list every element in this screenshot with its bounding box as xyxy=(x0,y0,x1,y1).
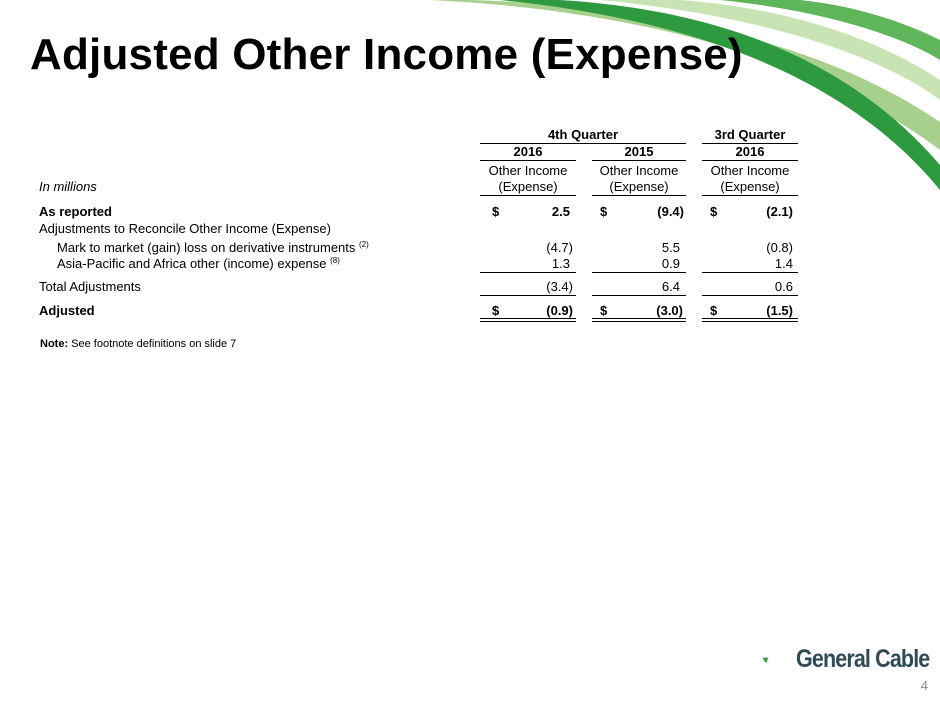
column-label-line2: (Expense) xyxy=(609,179,669,194)
value-cell: 0.6 xyxy=(774,279,793,294)
double-underline xyxy=(592,321,686,322)
value-cell: 6.4 xyxy=(661,279,680,294)
value-cell: 0.9 xyxy=(661,256,680,271)
note-text: See footnote definitions on slide 7 xyxy=(68,338,237,350)
total-underline xyxy=(702,295,798,296)
value-cell: 5.5 xyxy=(661,240,680,255)
column-label-underline xyxy=(702,195,798,196)
double-underline xyxy=(480,321,576,322)
row-label-text: Mark to market (gain) loss on derivative instruments xyxy=(57,240,356,255)
double-underline xyxy=(702,318,798,319)
total-underline xyxy=(592,295,686,296)
column-label-line2: (Expense) xyxy=(720,179,780,194)
currency-symbol: $ xyxy=(492,303,500,318)
value-cell: (0.9) xyxy=(546,303,573,318)
double-underline xyxy=(480,318,576,319)
column-label-line1: Other Income xyxy=(488,163,568,178)
column-label-underline xyxy=(480,195,576,196)
currency-symbol: $ xyxy=(600,303,608,318)
column-label-line1: Other Income xyxy=(710,163,790,178)
row-label-as-reported: As reported xyxy=(39,204,112,219)
currency-symbol: $ xyxy=(600,204,608,219)
column-label-underline xyxy=(592,195,686,196)
footnote-ref: (8) xyxy=(330,256,340,265)
header-3rd-quarter: 3rd Quarter xyxy=(714,127,786,142)
value-cell: (4.7) xyxy=(546,240,573,255)
year-underline xyxy=(480,160,576,161)
note-label: Note: xyxy=(40,338,69,350)
year-underline xyxy=(702,160,798,161)
footnote-ref: (2) xyxy=(359,240,369,249)
row-label-asia-pacific-africa xyxy=(57,256,340,272)
row-label-text: Asia-Pacific and Africa other (income) expense xyxy=(57,256,327,271)
header-4th-quarter: 4th Quarter xyxy=(547,127,619,142)
value-cell: (9.4) xyxy=(657,204,684,219)
page-title: Adjusted Other Income (Expense) xyxy=(30,30,743,79)
subtotal-underline xyxy=(592,272,686,273)
value-cell: (3.4) xyxy=(546,279,573,294)
value-cell: (0.8) xyxy=(766,240,793,255)
general-cable-logo-icon xyxy=(762,643,796,677)
adjustments-heading: Adjustments to Reconcile Other Income (Expense) xyxy=(39,221,331,236)
value-cell: (2.1) xyxy=(766,204,793,219)
subtotal-underline xyxy=(480,272,576,273)
value-cell: 1.4 xyxy=(774,256,793,271)
year-header: 2016 xyxy=(735,144,765,159)
total-underline xyxy=(480,295,576,296)
year-header: 2016 xyxy=(513,144,543,159)
currency-symbol: $ xyxy=(710,204,718,219)
column-label-line1: Other Income xyxy=(599,163,679,178)
value-cell: (3.0) xyxy=(656,303,683,318)
subtotal-underline xyxy=(702,272,798,273)
footnote-note xyxy=(40,336,236,352)
year-header: 2015 xyxy=(624,144,654,159)
page-number: 4 xyxy=(920,678,928,693)
column-label-line2: (Expense) xyxy=(498,179,558,194)
row-label-total-adjustments: Total Adjustments xyxy=(39,279,141,294)
value-cell: 2.5 xyxy=(551,204,570,219)
year-underline xyxy=(592,160,686,161)
value-cell: (1.5) xyxy=(766,303,793,318)
row-label-mark-to-market xyxy=(57,240,369,256)
currency-symbol: $ xyxy=(492,204,500,219)
units-label: In millions xyxy=(39,179,97,194)
value-cell: 1.3 xyxy=(551,256,570,271)
double-underline xyxy=(702,321,798,322)
row-label-adjusted: Adjusted xyxy=(39,303,95,318)
brand-logo-text: General Cable xyxy=(796,645,930,673)
currency-symbol: $ xyxy=(710,303,718,318)
double-underline xyxy=(592,318,686,319)
